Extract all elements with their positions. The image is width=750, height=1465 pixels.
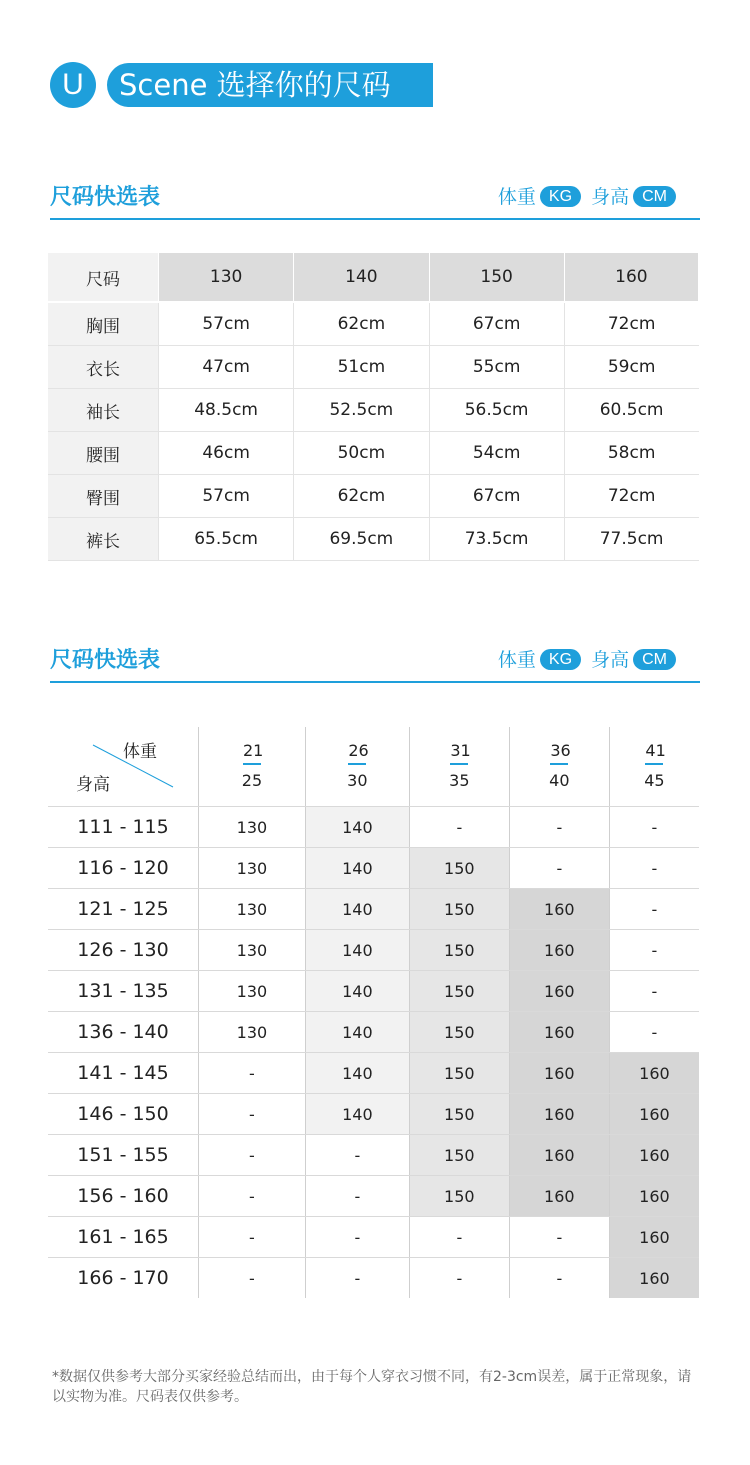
recommended-size-cell: 130 [199, 1012, 306, 1053]
measurement-value: 62cm [294, 475, 429, 518]
measurement-value: 65.5cm [159, 518, 294, 561]
table-row [48, 1053, 699, 1094]
weight-max: 25 [241, 771, 263, 790]
recommended-size-cell: - [609, 889, 699, 930]
recommended-size-cell: 160 [509, 889, 609, 930]
section-header-quick-select [50, 641, 700, 683]
quick-select-table [48, 727, 699, 1298]
measurement-label: 衣长 [48, 346, 159, 389]
measurement-label: 腰围 [48, 432, 159, 475]
table-row [48, 475, 699, 518]
measurement-value: 56.5cm [429, 389, 564, 432]
measurement-value: 72cm [564, 475, 698, 518]
weight-range [449, 743, 469, 789]
table-row [48, 848, 699, 889]
table-row [48, 807, 699, 848]
measurement-value: 46cm [159, 432, 294, 475]
recommended-size-cell: 150 [409, 1012, 509, 1053]
weight-min: 36 [550, 743, 568, 765]
recommended-size-cell: - [609, 807, 699, 848]
weight-range [347, 743, 367, 789]
height-range-label: 126 - 130 [48, 930, 199, 971]
recommended-size-cell: - [199, 1217, 306, 1258]
recommended-size-cell: 140 [305, 1094, 409, 1135]
measurement-value: 48.5cm [159, 389, 294, 432]
recommended-size-cell: 140 [305, 930, 409, 971]
recommended-size-cell: 160 [609, 1135, 699, 1176]
brand-badge: U [50, 62, 96, 108]
table-row [48, 302, 699, 346]
measurement-label: 袖长 [48, 389, 159, 432]
recommended-size-cell: 140 [305, 848, 409, 889]
disclaimer-note: *数据仅供参考大部分买家经验总结而出，由于每个人穿衣习惯不同，有2-3cm误差，属于正常现象，请以实物为准。尺码表仅供参考。 [52, 1369, 692, 1405]
weight-unit-badge: KG [540, 649, 581, 670]
size-header-cell: 140 [294, 253, 429, 302]
measurement-label: 胸围 [48, 302, 159, 346]
recommended-size-cell: 140 [305, 1012, 409, 1053]
weight-range-header [305, 727, 409, 807]
measurement-label: 臀围 [48, 475, 159, 518]
recommended-size-cell: - [509, 848, 609, 889]
measurement-value: 47cm [159, 346, 294, 389]
recommended-size-cell: - [509, 1258, 609, 1299]
unit-legend [498, 645, 680, 672]
weight-min: 41 [645, 743, 663, 765]
table-row [48, 1135, 699, 1176]
recommended-size-cell: 160 [609, 1217, 699, 1258]
recommended-size-cell: 160 [609, 1176, 699, 1217]
recommended-size-cell: - [609, 848, 699, 889]
recommended-size-cell: 140 [305, 971, 409, 1012]
height-unit-badge: CM [633, 649, 676, 670]
page-title: Scene 选择你的尺码 [107, 63, 433, 107]
recommended-size-cell: 160 [609, 1053, 699, 1094]
recommended-size-cell: 160 [609, 1094, 699, 1135]
recommended-size-cell: - [305, 1176, 409, 1217]
table-row [48, 518, 699, 561]
recommended-size-cell: 130 [199, 971, 306, 1012]
recommended-size-cell: 160 [509, 1053, 609, 1094]
size-header-cell: 160 [564, 253, 698, 302]
recommended-size-cell: 160 [509, 1012, 609, 1053]
height-label: 身高 [591, 186, 630, 208]
height-range-label: 136 - 140 [48, 1012, 199, 1053]
weight-range-header [509, 727, 609, 807]
weight-max: 45 [644, 771, 665, 790]
weight-range [242, 743, 262, 789]
weight-min: 26 [348, 743, 366, 765]
weight-label: 体重 [497, 649, 536, 671]
measurement-value: 51cm [294, 346, 429, 389]
recommended-size-cell: 150 [409, 1135, 509, 1176]
weight-unit-badge: KG [540, 186, 581, 207]
recommended-size-cell: - [305, 1258, 409, 1299]
height-range-label: 151 - 155 [48, 1135, 199, 1176]
measurement-value: 60.5cm [564, 389, 698, 432]
unit-legend [498, 182, 680, 209]
recommended-size-cell: 130 [199, 848, 306, 889]
recommended-size-cell: 160 [509, 1135, 609, 1176]
recommended-size-cell: - [199, 1094, 306, 1135]
measurement-value: 67cm [429, 475, 564, 518]
weight-max: 30 [347, 771, 368, 790]
recommended-size-cell: 150 [409, 1094, 509, 1135]
recommended-size-cell: 140 [305, 889, 409, 930]
corner-cell [48, 727, 199, 807]
recommended-size-cell: 150 [409, 1176, 509, 1217]
size-header-cell: 150 [429, 253, 564, 302]
measurement-value: 72cm [564, 302, 698, 346]
recommended-size-cell: 160 [509, 930, 609, 971]
recommended-size-cell: - [305, 1135, 409, 1176]
weight-max: 35 [449, 771, 470, 790]
height-axis-label: 身高 [76, 775, 110, 795]
height-range-label: 156 - 160 [48, 1176, 199, 1217]
measurement-value: 57cm [159, 302, 294, 346]
height-range-label: 131 - 135 [48, 971, 199, 1012]
measurement-value: 59cm [564, 346, 698, 389]
weight-label: 体重 [497, 186, 536, 208]
table-row [48, 1217, 699, 1258]
section-title: 尺码快选表 [50, 648, 161, 673]
size-header-cell: 130 [159, 253, 294, 302]
weight-range-header [609, 727, 699, 807]
recommended-size-cell: - [409, 1258, 509, 1299]
weight-range [644, 743, 664, 789]
recommended-size-cell: 130 [199, 889, 306, 930]
measurement-value: 67cm [429, 302, 564, 346]
table-row [48, 1176, 699, 1217]
height-range-label: 116 - 120 [48, 848, 199, 889]
measurement-value: 54cm [429, 432, 564, 475]
recommended-size-cell: - [609, 930, 699, 971]
recommended-size-cell: - [199, 1258, 306, 1299]
height-range-label: 141 - 145 [48, 1053, 199, 1094]
weight-axis-label: 体重 [123, 742, 157, 762]
weight-max: 40 [549, 771, 570, 790]
recommended-size-cell: 160 [509, 1094, 609, 1135]
weight-min: 31 [450, 743, 468, 765]
diagonal-header [48, 727, 198, 806]
section-header-size-chart [50, 178, 700, 220]
measurement-value: 69.5cm [294, 518, 429, 561]
height-range-label: 121 - 125 [48, 889, 199, 930]
height-range-label: 146 - 150 [48, 1094, 199, 1135]
measurement-value: 62cm [294, 302, 429, 346]
recommended-size-cell: - [199, 1053, 306, 1094]
measurement-value: 58cm [564, 432, 698, 475]
section-title: 尺码快选表 [50, 185, 161, 210]
table-row [48, 1012, 699, 1053]
height-unit-badge: CM [633, 186, 676, 207]
height-range-label: 111 - 115 [48, 807, 199, 848]
measurement-value: 57cm [159, 475, 294, 518]
recommended-size-cell: 140 [305, 807, 409, 848]
size-measurement-table [48, 253, 699, 561]
weight-min: 21 [243, 743, 261, 765]
recommended-size-cell: 130 [199, 930, 306, 971]
table-row [48, 1094, 699, 1135]
table-row [48, 889, 699, 930]
recommended-size-cell: 130 [199, 807, 306, 848]
weight-range [549, 743, 569, 789]
measurement-value: 50cm [294, 432, 429, 475]
height-range-label: 161 - 165 [48, 1217, 199, 1258]
measurement-value: 52.5cm [294, 389, 429, 432]
recommended-size-cell: - [509, 807, 609, 848]
table-header-row [48, 253, 699, 302]
recommended-size-cell: - [305, 1217, 409, 1258]
table-header-row [48, 727, 699, 807]
recommended-size-cell: - [609, 1012, 699, 1053]
recommended-size-cell: - [199, 1135, 306, 1176]
table-row [48, 346, 699, 389]
table-row [48, 930, 699, 971]
recommended-size-cell: 150 [409, 848, 509, 889]
table-row [48, 971, 699, 1012]
weight-range-header [409, 727, 509, 807]
measurement-label: 裤长 [48, 518, 159, 561]
recommended-size-cell: 150 [409, 889, 509, 930]
height-range-label: 166 - 170 [48, 1258, 199, 1299]
recommended-size-cell: - [509, 1217, 609, 1258]
corner-label: 尺码 [48, 253, 159, 302]
weight-range-header [199, 727, 306, 807]
table-row [48, 389, 699, 432]
recommended-size-cell: 160 [509, 971, 609, 1012]
recommended-size-cell: 150 [409, 971, 509, 1012]
recommended-size-cell: 160 [509, 1176, 609, 1217]
measurement-value: 73.5cm [429, 518, 564, 561]
recommended-size-cell: 160 [609, 1258, 699, 1299]
measurement-value: 77.5cm [564, 518, 698, 561]
recommended-size-cell: - [409, 807, 509, 848]
recommended-size-cell: 140 [305, 1053, 409, 1094]
table-row [48, 432, 699, 475]
measurement-value: 55cm [429, 346, 564, 389]
height-label: 身高 [591, 649, 630, 671]
table-row [48, 1258, 699, 1299]
recommended-size-cell: - [609, 971, 699, 1012]
recommended-size-cell: 150 [409, 1053, 509, 1094]
recommended-size-cell: - [199, 1176, 306, 1217]
recommended-size-cell: - [409, 1217, 509, 1258]
recommended-size-cell: 150 [409, 930, 509, 971]
